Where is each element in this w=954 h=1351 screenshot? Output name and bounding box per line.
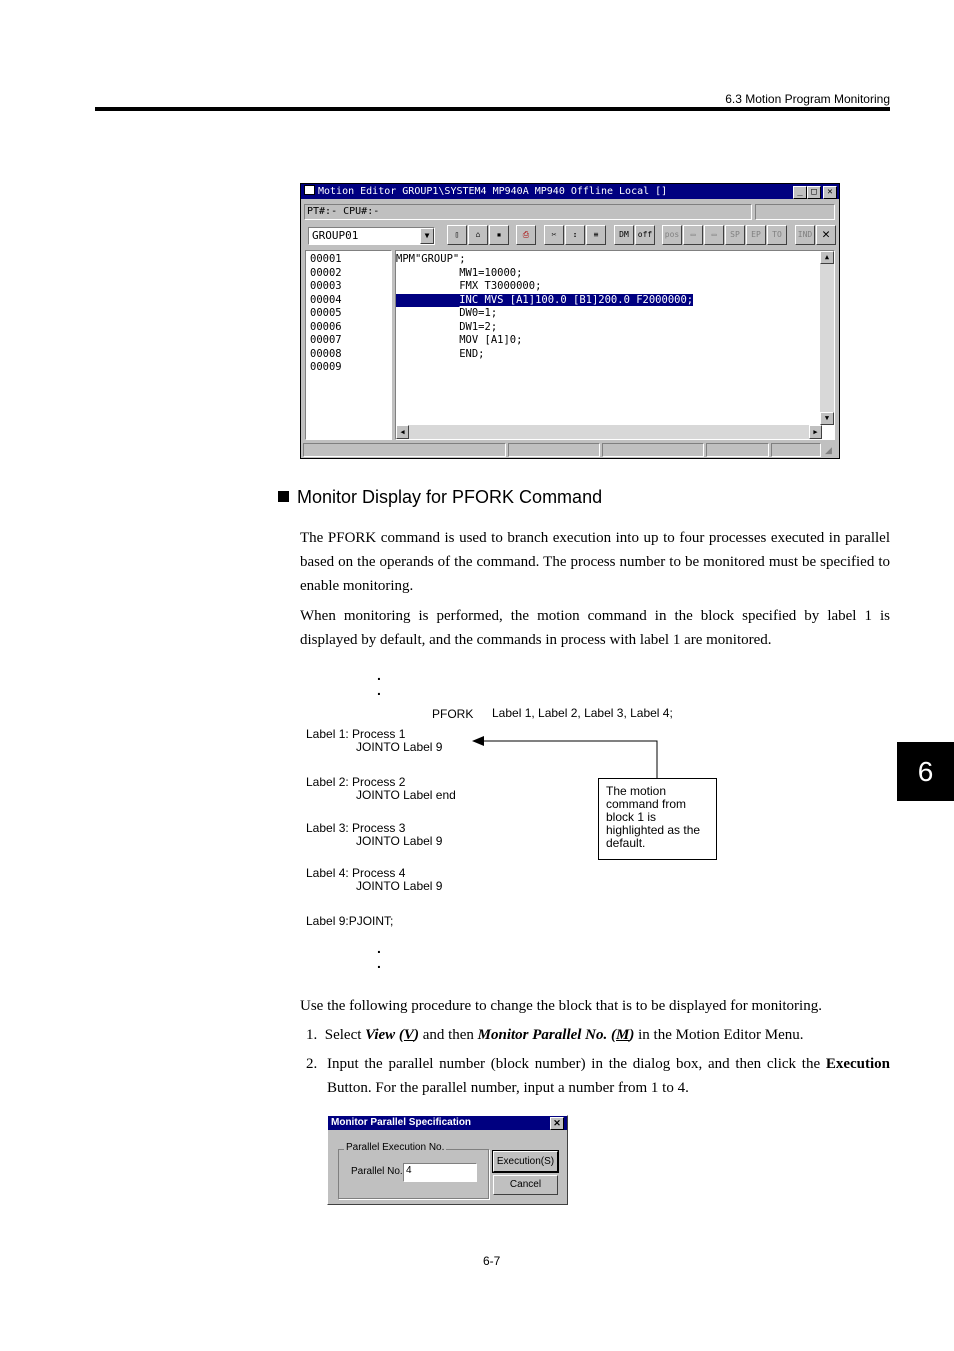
block-1-jointo: JOINTO Label 9 <box>356 740 443 754</box>
callout-arrow <box>460 734 670 780</box>
ind-icon[interactable]: IND <box>795 225 815 245</box>
paragraph-1: The PFORK command is used to branch execution into up to four processes executed in parallel based on the operands of the command. The process number to be monitored must be specified to enable monitoring. <box>300 530 890 594</box>
block-3-label: Label 3: Process 3 <box>306 821 406 835</box>
code-line[interactable] <box>396 294 834 308</box>
step-text: Select <box>324 1027 366 1043</box>
monitor-parallel-dialog <box>327 1115 568 1205</box>
paragraph-2: When monitoring is performed, the motion command in the block specified by label 1 is displayed by default, and the commands in process with label 1 are monitored. <box>300 608 890 648</box>
block-4-label: Label 4: Process 4 <box>306 866 406 880</box>
square-bullet-icon <box>278 491 289 502</box>
code-line[interactable]: MPM"GROUP"; <box>396 253 466 265</box>
new-icon[interactable]: ▯ <box>447 225 467 245</box>
block-4-jointo: JOINTO Label 9 <box>356 879 443 893</box>
line-number: 00009 <box>310 361 342 373</box>
cut-icon[interactable]: ✂ <box>544 225 564 245</box>
menu-name-end: ) <box>629 1027 635 1043</box>
ellipsis-dot: . <box>377 682 381 698</box>
menu-name: Monitor Parallel No. ( <box>477 1027 617 1043</box>
ep-icon[interactable]: EP <box>746 225 766 245</box>
step-1 <box>306 1023 896 1047</box>
dm-icon[interactable]: DM <box>614 225 634 245</box>
ellipsis-dot: . <box>377 940 381 956</box>
paste-icon[interactable]: : <box>565 225 585 245</box>
group-label: Parallel Execution No. <box>346 1142 445 1153</box>
line-number: 00007 <box>310 334 342 346</box>
motion-editor-window <box>300 183 840 459</box>
group-select-value: GROUP01 <box>312 229 359 242</box>
step-text: Input the parallel number (block number) in the dialog box, and then click the <box>327 1056 826 1072</box>
step-2 <box>327 1052 890 1100</box>
motion-editor-app-icon <box>304 185 315 195</box>
scroll-right-icon[interactable]: ▶ <box>809 425 822 439</box>
step-text: and then <box>418 1027 478 1043</box>
minimize-button[interactable]: _ <box>793 186 807 199</box>
menu-name-end: ) <box>413 1027 419 1043</box>
step-2-number: 2. <box>306 1056 318 1072</box>
line-number: 00001 <box>310 253 342 265</box>
block-1-label: Label 1: Process 1 <box>306 727 406 741</box>
resize-grip-icon[interactable]: ◢ <box>825 445 832 455</box>
pfork-operands: Label 1, Label 2, Label 3, Label 4; <box>492 706 673 720</box>
to-icon[interactable]: TO <box>767 225 787 245</box>
section-heading <box>278 487 602 508</box>
dialog-close-button[interactable]: ✕ <box>550 1117 564 1130</box>
procedure-intro: Use the following procedure to change the block that is to be displayed for monitoring. <box>300 998 822 1014</box>
button-name: Execution <box>825 1056 890 1072</box>
mon1-icon[interactable]: ▭ <box>683 225 703 245</box>
dialog-titlebar <box>328 1116 567 1130</box>
off-icon[interactable]: off <box>635 225 655 245</box>
save-icon[interactable]: ▪ <box>489 225 509 245</box>
block-2-jointo: JOINTO Label end <box>356 788 456 802</box>
menu-shortcut: V <box>403 1027 414 1043</box>
line-number: 00006 <box>310 320 342 333</box>
status-cell <box>771 443 821 457</box>
status-cell <box>508 443 600 457</box>
pfork-keyword: PFORK <box>432 707 474 721</box>
section-title: Monitor Display for PFORK Command <box>297 487 603 507</box>
line-number: 00004 <box>310 293 342 306</box>
code-line[interactable]: DW1=2; <box>396 320 498 333</box>
code-pane[interactable] <box>395 250 835 440</box>
chapter-tab: 6 <box>897 742 954 801</box>
menu-name: View ( <box>365 1027 404 1043</box>
code-line[interactable]: MW1=10000; <box>396 266 523 279</box>
scroll-down-icon[interactable]: ▼ <box>820 412 834 425</box>
line-number: 00003 <box>310 280 342 292</box>
dialog-title: Monitor Parallel Specification <box>331 1117 472 1128</box>
line-number: 00002 <box>310 266 342 279</box>
close-icon[interactable]: ✕ <box>816 225 836 245</box>
step-number: 1. <box>306 1027 318 1043</box>
editor-status-bar <box>303 443 837 457</box>
highlighted-command: INC MVS [A1]100.0 [B1]200.0 F2000000; <box>459 293 694 306</box>
status-field-right <box>755 204 835 220</box>
code-line[interactable]: DW0=1; <box>396 307 498 319</box>
open-icon[interactable]: ⌂ <box>468 225 488 245</box>
vertical-scrollbar[interactable] <box>820 251 834 425</box>
step-text: Button. For the parallel number, input a number from 1 to 4. <box>327 1080 689 1096</box>
pt-cpu-status: PT#:- CPU#:- <box>304 204 752 220</box>
ellipsis-dot: . <box>377 667 381 683</box>
header-rule <box>95 107 890 111</box>
running-header: 6.3 Motion Program Monitoring <box>725 92 890 106</box>
step-text: in the Motion Editor Menu. <box>634 1027 804 1043</box>
cancel-button[interactable]: Cancel <box>493 1175 558 1195</box>
maximize-button[interactable]: □ <box>807 186 821 199</box>
callout-box <box>598 778 717 860</box>
line-number-pane <box>305 250 392 440</box>
status-cell <box>303 443 506 457</box>
code-line[interactable]: END; <box>396 347 485 360</box>
scroll-up-icon[interactable]: ▲ <box>820 251 834 264</box>
scroll-left-icon[interactable]: ◀ <box>396 425 409 439</box>
status-cell <box>602 443 704 457</box>
list-icon[interactable]: ≡ <box>586 225 606 245</box>
horizontal-scrollbar[interactable] <box>396 425 822 439</box>
pos-icon[interactable]: pos <box>662 225 682 245</box>
mon2-icon[interactable]: ▭ <box>704 225 724 245</box>
code-line[interactable]: FMX T3000000; <box>396 280 542 292</box>
line-number: 00008 <box>310 347 342 360</box>
line-number: 00005 <box>310 307 342 319</box>
execution-button[interactable]: Execution(S) <box>493 1151 558 1172</box>
menu-shortcut: M <box>616 1027 630 1043</box>
sp-icon[interactable]: SP <box>725 225 745 245</box>
page-number: 6-7 <box>483 1254 501 1268</box>
code-line[interactable]: MOV [A1]0; <box>396 334 523 346</box>
editor-title: Motion Editor GROUP1\SYSTEM4 MP940A MP940 Offline Local [] <box>318 186 668 197</box>
group-select[interactable] <box>308 227 435 245</box>
parallel-no-input[interactable]: 4 <box>403 1163 477 1182</box>
ellipsis-dot: . <box>377 955 381 971</box>
status-cell <box>706 443 769 457</box>
parallel-no-label: Parallel No. <box>351 1166 403 1177</box>
callout-text: The motion command from block 1 is highlighted as the default. <box>606 784 701 850</box>
block-2-label: Label 2: Process 2 <box>306 775 406 789</box>
block-3-jointo: JOINTO Label 9 <box>356 834 443 848</box>
chevron-down-icon[interactable]: ▼ <box>420 228 434 244</box>
close-button[interactable]: ✕ <box>823 186 837 199</box>
code-line[interactable] <box>396 361 834 375</box>
end-label: Label 9:PJOINT; <box>306 914 394 928</box>
editor-titlebar <box>301 184 839 199</box>
print-icon[interactable]: ⎙ <box>516 225 536 245</box>
